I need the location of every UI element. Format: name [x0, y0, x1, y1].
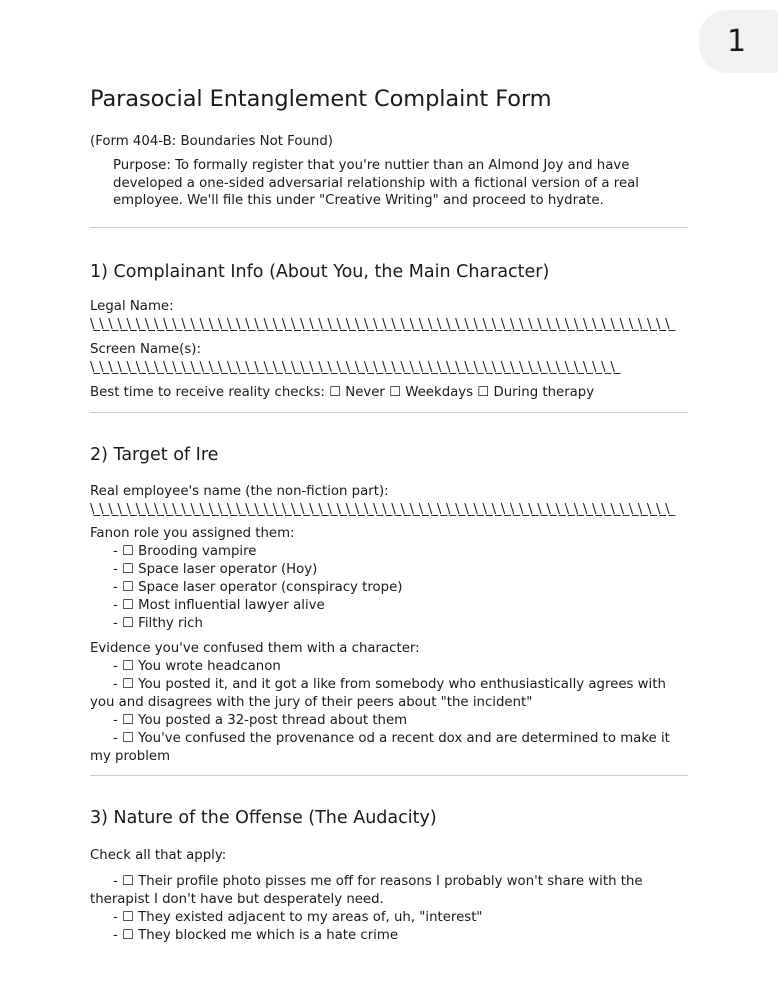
section-divider: [90, 775, 688, 776]
screen-name-label: Screen Name(s):: [90, 341, 201, 357]
form-document: [90, 84, 688, 945]
role-option[interactable]: - ☐ Space laser operator (conspiracy trope): [113, 579, 403, 595]
reality-check-row[interactable]: Best time to receive reality checks: ☐ Never ☐ Weekdays ☐ During therapy: [90, 384, 595, 400]
employee-name-blank[interactable]: \_\_\_\_\_\_\_\_\_\_\_\_\_\_\_\_\_\_\_\_\_\_\_\_\_\_\_\_\_\_\_\_\_\_\_\_\_\_\_\_\_\_\_\_\_\_\_\_\_\_\_\_\_\_\_\_\_\_\_\_\_\_\_\_: [90, 501, 675, 517]
evidence-label: Evidence you've confused them with a character:: [90, 640, 420, 656]
form-title: Parasocial Entanglement Complaint Form: [90, 86, 552, 112]
screen-name-blank[interactable]: \_\_\_\_\_\_\_\_\_\_\_\_\_\_\_\_\_\_\_\_\_\_\_\_\_\_\_\_\_\_\_\_\_\_\_\_\_\_\_\_\_\_\_\_\_\_\_\_\_\_\_\_\_\_\_\_\_\_: [90, 359, 620, 375]
role-option[interactable]: - ☐ Most influential lawyer alive: [113, 597, 325, 613]
evidence-option[interactable]: - ☐ You posted it, and it got a like from somebody who enthusiastically agrees with you and disagrees with the jury of their peers about "the incident": [90, 676, 666, 710]
page-number: 1: [727, 23, 747, 59]
section-divider: [90, 412, 688, 413]
fanon-role-label: Fanon role you assigned them:: [90, 525, 295, 541]
evidence-option[interactable]: - ☐ You've confused the provenance od a recent dox and are determined to make it my problem: [90, 730, 670, 764]
evidence-option[interactable]: - ☐ You wrote headcanon: [113, 658, 281, 674]
employee-name-label: Real employee's name (the non-fiction part):: [90, 483, 389, 499]
offense-option[interactable]: - ☐ They existed adjacent to my areas of, uh, "interest": [113, 909, 483, 925]
page-number-badge: [699, 10, 778, 73]
legal-name-row: [90, 298, 688, 334]
section1-heading: 1) Complainant Info (About You, the Main Character): [90, 261, 550, 282]
section3-heading: 3) Nature of the Offense (The Audacity): [90, 807, 437, 828]
offense-option[interactable]: - ☐ Their profile photo pisses me off for reasons I probably won't share with the therapist I don't have but desperately need.: [90, 873, 643, 907]
evidence-option[interactable]: - ☐ You posted a 32-post thread about them: [113, 712, 408, 728]
legal-name-label: Legal Name:: [90, 298, 174, 314]
role-option[interactable]: - ☐ Filthy rich: [113, 615, 203, 631]
section2-heading: 2) Target of Ire: [90, 444, 219, 465]
legal-name-blank[interactable]: \_\_\_\_\_\_\_\_\_\_\_\_\_\_\_\_\_\_\_\_\_\_\_\_\_\_\_\_\_\_\_\_\_\_\_\_\_\_\_\_\_\_\_\_\_\_\_\_\_\_\_\_\_\_\_\_\_\_\_\_\_\_\_\_: [90, 316, 675, 332]
role-option[interactable]: - ☐ Brooding vampire: [113, 543, 257, 559]
form-subtitle: (Form 404-B: Boundaries Not Found): [90, 134, 333, 149]
form-purpose: Purpose: To formally register that you're nuttier than an Almond Joy and have developed a one-sided adversarial relationship with a fictional version of a real employee. We'll file this under "Creative Writing" and proceed to hydrate.: [113, 158, 639, 208]
screen-name-row: [90, 341, 688, 377]
offense-option[interactable]: - ☐ They blocked me which is a hate crime: [113, 927, 398, 943]
role-option[interactable]: - ☐ Space laser operator (Hoy): [113, 561, 318, 577]
section-divider: [90, 227, 688, 228]
check-all-label: Check all that apply:: [90, 847, 227, 863]
